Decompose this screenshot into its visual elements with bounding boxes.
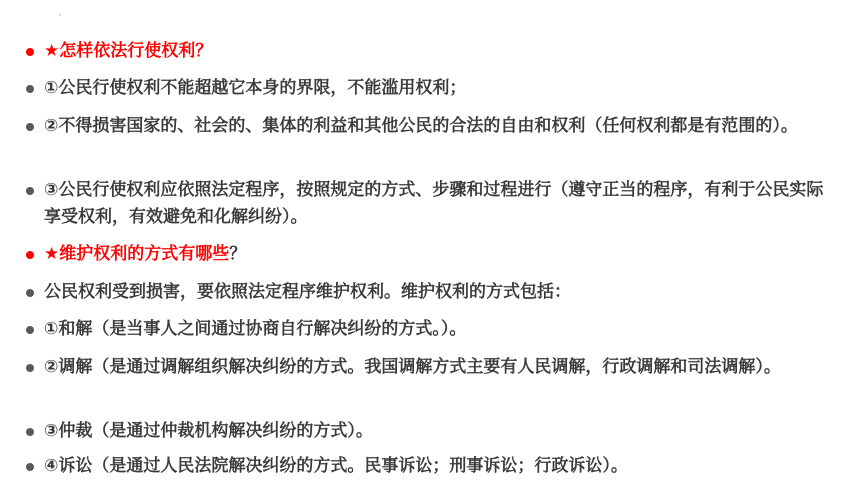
item-text: ③公民行使权利应依照法定程序，按照规定的方式、步骤和过程进行（遵守正当的程序，有利于公民实际享受权利，有效避免和化解纠纷）。 [44,180,824,227]
bullet-icon [26,428,34,436]
list-item [26,316,834,343]
heading-text: ★怎样依法行使权利？ [44,41,213,61]
decorative-dot [59,14,61,16]
bullet-icon [26,123,34,131]
list-item [26,279,834,306]
bullet-icon [26,463,34,471]
list-item [26,113,834,140]
list-item [26,453,834,480]
item-text: ③仲裁（是通过仲裁机构解决纠纷的方式）。 [44,421,373,441]
bullet-icon [26,364,34,372]
bullet-icon [26,251,34,259]
heading-text: ★维护权利的方式有哪些 [44,244,230,264]
bullet-icon [26,187,34,195]
item-text: ④诉讼（是通过人民法院解决纠纷的方式。民事诉讼；刑事诉讼；行政诉讼）。 [44,456,628,476]
item-text: ①公民行使权利不能超越它本身的界限，不能滥用权利； [44,78,467,98]
item-text: ②调解（是通过调解组织解决纠纷的方式。我国调解方式主要有人民调解，行政调解和司法调解）。 [44,357,781,377]
item-text: 公民权利受到损害，要依照法定程序维护权利。维护权利的方式包括： [44,282,571,302]
list-item [26,75,834,102]
list-item [26,177,834,231]
list-item [26,418,834,445]
bullet-icon [26,326,34,334]
heading-suffix: ？ [229,244,247,264]
bullet-icon [26,48,34,56]
bullet-icon [26,289,34,297]
bullet-icon [26,85,34,93]
list-item-heading-1 [26,38,834,65]
item-text: ②不得损害国家的、社会的、集体的利益和其他公民的合法的自由和权利（任何权利都是有范围的）。 [44,116,798,136]
list-item [26,354,834,381]
list-item-heading-2 [26,241,834,268]
item-text: ①和解（是当事人之间通过协商自行解决纠纷的方式。）。 [44,319,467,339]
